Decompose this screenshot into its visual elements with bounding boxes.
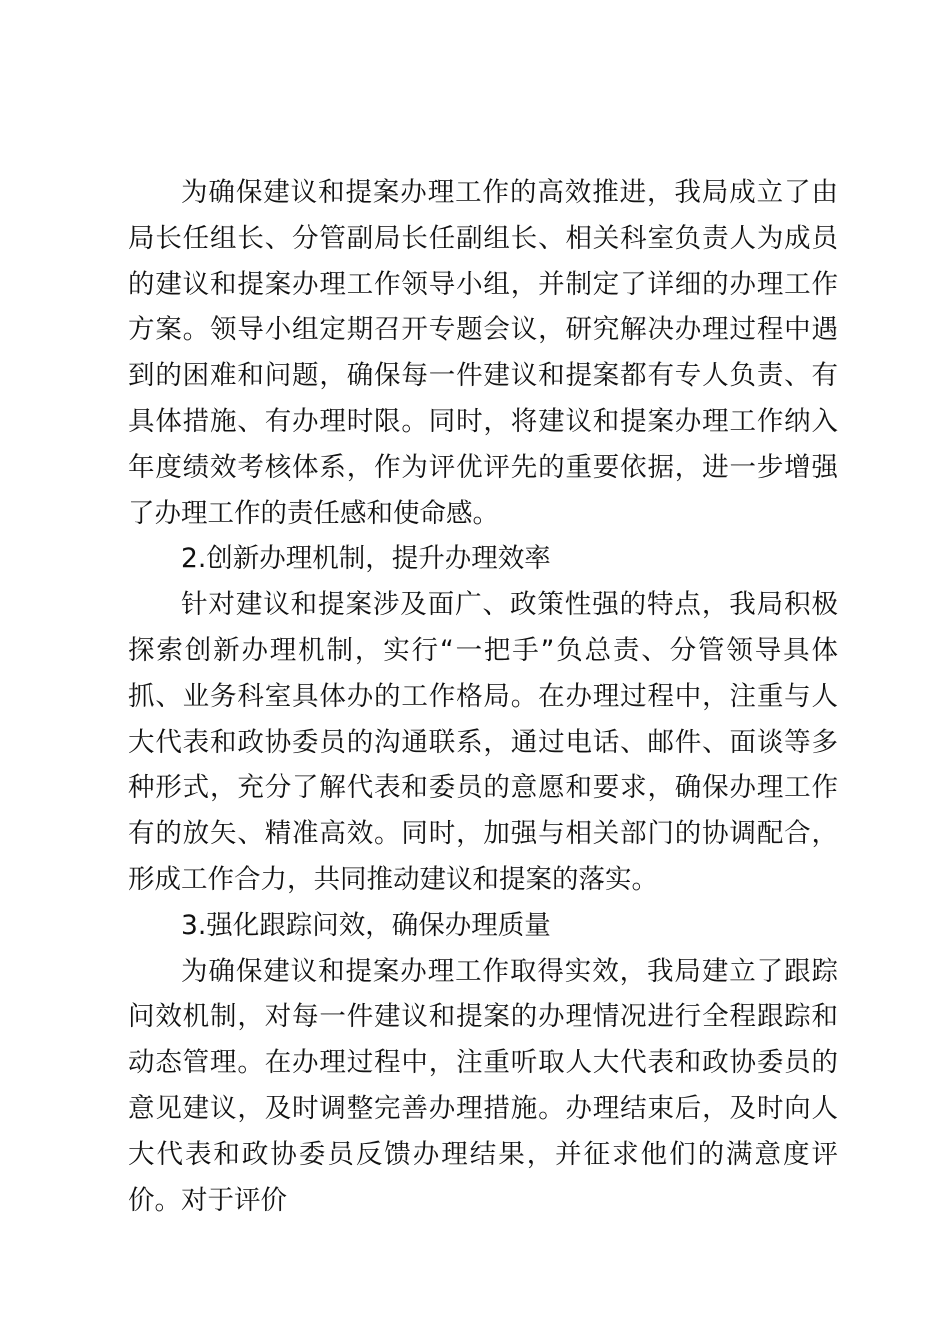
document-body [128,170,838,1223]
section-heading-2: 2.创新办理机制，提升办理效率 [181,543,551,575]
paragraph-mechanism: 针对建议和提案涉及面广、政策性强的特点，我局积极探索创新办理机制，实行“一把手”负总责、分管领导具体抓、业务科室具体办的工作格局。在办理过程中，注重与人大代表和政协委员的沟通联系，通过电话、邮件、面谈等多种形式，充分了解代表和委员的意愿和要求，确保办理工作有的放矢、精准高效。同时，加强与相关部门的协调配合，形成工作合力，共同推动建议和提案的落实。 [128,589,838,895]
paragraph-leadership: 为确保建议和提案办理工作的高效推进，我局成立了由局长任组长、分管副局长任副组长、相关科室负责人为成员的建议和提案办理工作领导小组，并制定了详细的办理工作方案。领导小组定期召开专题会议，研究解决办理过程中遇到的困难和问题，确保每一件建议和提案都有专人负责、有具体措施、有办理时限。同时，将建议和提案办理工作纳入年度绩效考核体系，作为评优评先的重要依据，进一步增强了办理工作的责任感和使命感。 [128,177,838,529]
section-heading-3: 3.强化跟踪问效，确保办理质量 [181,909,551,941]
paragraph-tracking: 为确保建议和提案办理工作取得实效，我局建立了跟踪问效机制，对每一件建议和提案的办理情况进行全程跟踪和动态管理。在办理过程中，注重听取人大代表和政协委员的意见建议，及时调整完善办理措施。办理结束后，及时向人大代表和政协委员反馈办理结果，并征求他们的满意度评价。对于评价 [128,955,838,1216]
